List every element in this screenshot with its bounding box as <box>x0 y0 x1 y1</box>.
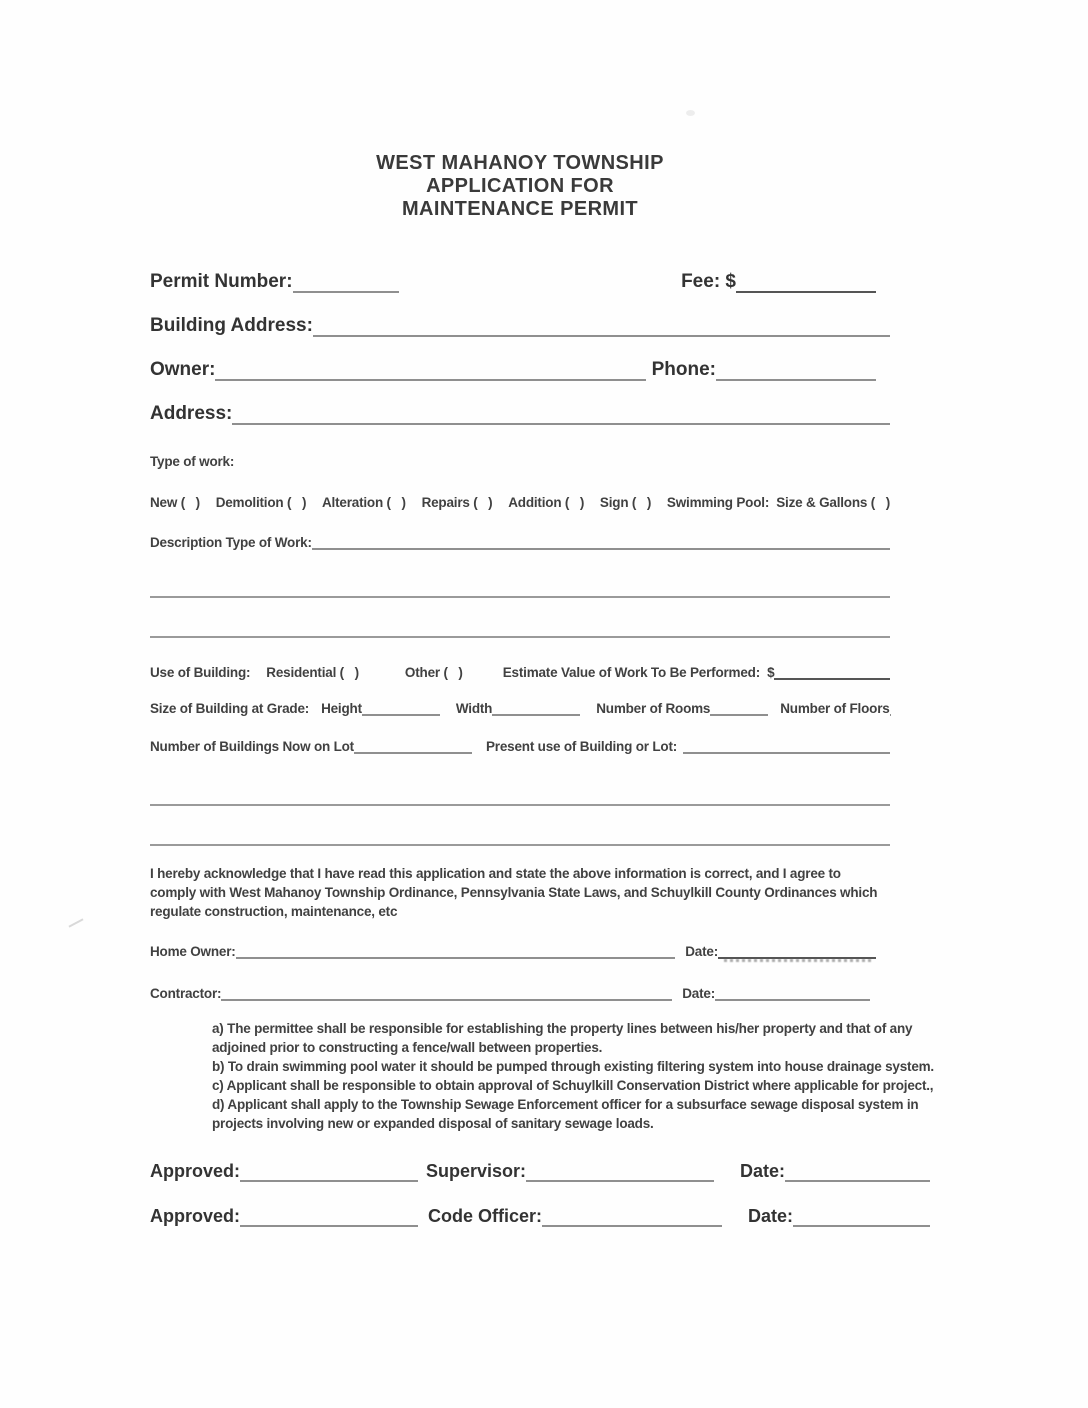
address-label: Address: <box>150 403 233 424</box>
contractor-date-line <box>715 985 870 1001</box>
blank-line <box>150 804 890 806</box>
rooms-label: Number of Rooms <box>596 701 711 716</box>
home-owner-date-label: Date: <box>685 944 718 959</box>
home-owner-label: Home Owner: <box>150 944 236 959</box>
phone-label: Phone: <box>651 359 716 380</box>
permit-fee-row <box>150 271 890 293</box>
approved-label-1: Approved: <box>150 1161 240 1181</box>
description-row <box>150 534 890 550</box>
size-at-grade-label: Size of Building at Grade: <box>150 701 310 716</box>
approved-date-line-1 <box>785 1166 930 1182</box>
use-of-building-row <box>150 664 890 680</box>
permit-number-label: Permit Number: <box>150 271 293 292</box>
address-line <box>232 409 890 425</box>
approved-line-1 <box>240 1166 418 1182</box>
home-owner-date-line <box>718 943 876 959</box>
approved-date-line-2 <box>793 1211 930 1227</box>
estimate-value-label: Estimate Value of Work To Be Performed: $ <box>502 665 775 680</box>
worktype-sign: Sign ( ) <box>599 495 652 510</box>
blank-line <box>150 596 890 598</box>
home-owner-line <box>236 943 676 959</box>
estimate-value-line <box>774 664 890 680</box>
fee-label: Fee: $ <box>681 271 736 292</box>
note-a: a) The permittee shall be responsible for establishing the property lines between his/her property and that of any adjoined prior to constructing a fence/wall between properties. <box>212 1021 913 1055</box>
description-label: Description Type of Work: <box>150 535 312 550</box>
scan-artifact <box>686 110 695 116</box>
building-address-label: Building Address: <box>150 315 313 336</box>
blank-line <box>150 844 890 846</box>
address-row <box>150 403 890 425</box>
approved-date-label-1: Date: <box>740 1161 786 1181</box>
worktype-repairs: Repairs ( ) <box>421 495 493 510</box>
buildings-on-lot-label: Number of Buildings Now on Lot <box>150 739 354 754</box>
residential-checkbox: Residential ( ) <box>266 665 359 680</box>
contractor-date-label: Date: <box>682 986 715 1001</box>
supervisor-line <box>526 1166 714 1182</box>
conditions-notes <box>212 1019 942 1133</box>
height-label: Height <box>321 701 362 716</box>
floors-label: Number of Floors <box>780 701 890 716</box>
code-officer-label: Code Officer: <box>428 1206 543 1226</box>
acknowledgment-text: I hereby acknowledge that I have read this application and state the above information is correct, and I agree to comply with West Mahanoy Township Ordinance, Pennsylvania State Laws, and Schuylkill County Ordinances which regulate construction, maintenance, etc <box>150 866 878 919</box>
form-title-line-2: APPLICATION FOR <box>426 175 614 197</box>
other-checkbox: Other ( ) <box>404 665 463 680</box>
approved-line-2 <box>240 1211 418 1227</box>
present-use-line <box>683 738 890 754</box>
supervisor-label: Supervisor: <box>426 1161 527 1181</box>
phone-line <box>716 365 876 381</box>
form-title <box>126 152 914 221</box>
contractor-line <box>221 985 672 1001</box>
worktype-new: New ( ) <box>150 495 200 510</box>
owner-phone-row <box>150 359 890 381</box>
rooms-line <box>710 700 768 716</box>
blank-line <box>150 636 890 638</box>
code-officer-line <box>542 1211 722 1227</box>
buildings-on-lot-line <box>354 738 472 754</box>
contractor-label: Contractor: <box>150 986 222 1001</box>
present-use-label: Present use of Building or Lot: <box>485 739 678 754</box>
buildings-on-lot-row <box>150 738 890 754</box>
note-d: d) Applicant shall apply to the Township Sewage Enforcement officer for a subsurface sewage disposal system in projects involving new or expanded disposal of sanitary sewage loads. <box>212 1097 919 1131</box>
owner-line <box>215 365 645 381</box>
form-title-line-3: MAINTENANCE PERMIT <box>401 198 639 220</box>
type-of-work-label: Type of work: <box>150 454 235 469</box>
home-owner-row <box>150 943 890 959</box>
owner-label: Owner: <box>150 359 216 380</box>
form-title-line-1: WEST MAHANOY TOWNSHIP <box>376 152 664 174</box>
approved-code-officer-row <box>150 1206 930 1227</box>
permit-number-line <box>293 277 399 293</box>
work-types-row <box>150 495 890 510</box>
type-of-work-heading <box>150 453 890 471</box>
use-of-building-label: Use of Building: <box>150 665 251 680</box>
fee-line <box>736 277 876 293</box>
approved-date-label-2: Date: <box>748 1206 794 1226</box>
description-line <box>312 534 890 550</box>
building-address-row <box>150 315 890 337</box>
height-line <box>362 700 440 716</box>
scan-artifact <box>68 918 83 927</box>
width-label: Width <box>455 701 493 716</box>
note-c: c) Applicant shall be responsible to obtain approval of Schuylkill Conservation District where applicable for project., <box>212 1078 934 1093</box>
approved-supervisor-row <box>150 1161 930 1182</box>
contractor-row <box>150 985 890 1001</box>
approved-label-2: Approved: <box>150 1206 240 1226</box>
worktype-swimming-pool: Swimming Pool: Size & Gallons ( ) <box>666 495 890 510</box>
building-address-line <box>313 321 890 337</box>
width-line <box>492 700 580 716</box>
note-b: b) To drain swimming pool water it should be pumped through existing filtering system into house drainage system. <box>212 1059 934 1074</box>
worktype-alteration: Alteration ( ) <box>322 495 406 510</box>
worktype-demolition: Demolition ( ) <box>215 495 307 510</box>
size-of-building-row <box>150 700 890 716</box>
worktype-addition: Addition ( ) <box>508 495 585 510</box>
